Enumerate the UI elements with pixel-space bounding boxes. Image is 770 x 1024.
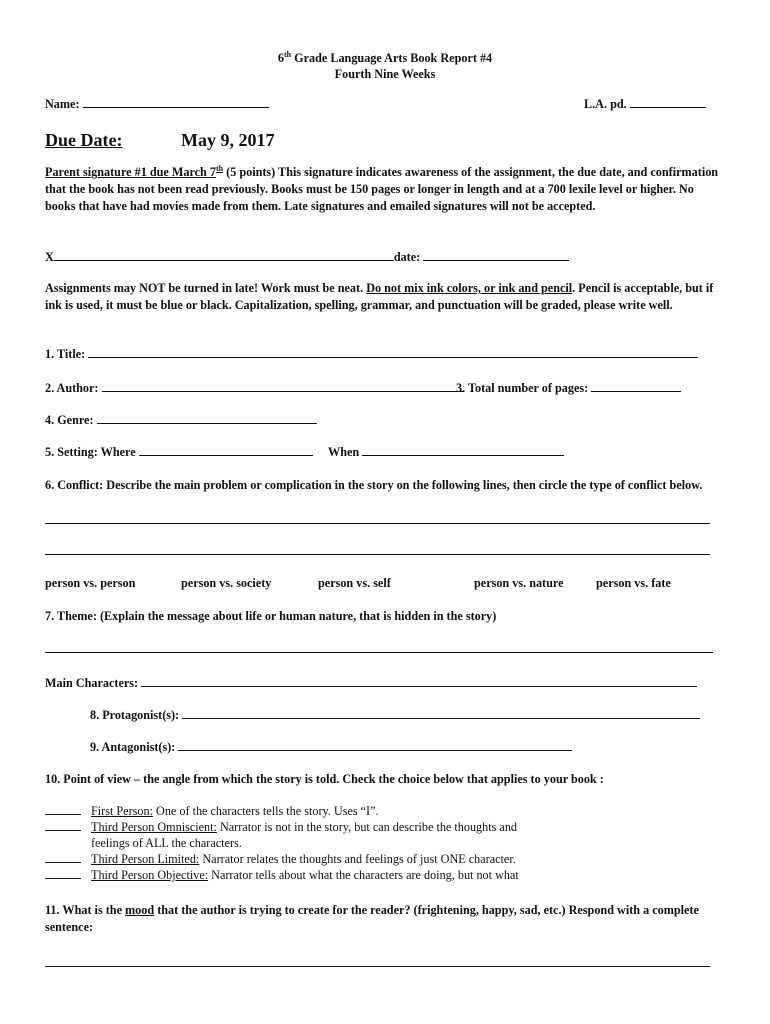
main-characters-blank[interactable]: [141, 675, 697, 687]
point-of-view-prompt: 10. Point of view – the angle from which the story is told. Check the choice below that applies to your book :: [45, 772, 604, 786]
pov-third-person-omniscient[interactable]: Third Person Omniscient: Narrator is not in the story, but can describe the thoughts and: [45, 819, 517, 835]
pov-third-person-omniscient-cont: feelings of ALL the characters.: [91, 836, 242, 850]
pov-checkbox-blank[interactable]: [45, 803, 81, 815]
theme-line[interactable]: [45, 652, 713, 653]
pov-third-person-objective[interactable]: Third Person Objective: Narrator tells about what the characters are doing, but not what: [45, 867, 519, 883]
conflict-line-2[interactable]: [45, 554, 710, 555]
setting-when-blank[interactable]: [362, 444, 564, 456]
pov-first-person[interactable]: First Person: One of the characters tells the story. Uses “I”.: [45, 803, 379, 819]
la-period-field[interactable]: L.A. pd.: [584, 96, 706, 112]
report-subtitle: Fourth Nine Weeks: [334, 67, 436, 81]
conflict-person-vs-self[interactable]: person vs. self: [318, 576, 391, 590]
pov-checkbox-blank[interactable]: [45, 819, 81, 831]
conflict-person-vs-society[interactable]: person vs. society: [181, 576, 272, 590]
setting-where-blank[interactable]: [139, 444, 313, 456]
genre-field[interactable]: 4. Genre:: [45, 412, 317, 428]
antagonist-blank[interactable]: [178, 739, 572, 751]
pov-checkbox-blank[interactable]: [45, 851, 81, 863]
pov-third-person-limited[interactable]: Third Person Limited: Narrator relates the thoughts and feelings of just ONE character.: [45, 851, 516, 867]
conflict-person-vs-fate[interactable]: person vs. fate: [596, 576, 671, 590]
conflict-person-vs-person[interactable]: person vs. person: [45, 576, 136, 590]
report-title: 6th Grade Language Arts Book Report #4: [277, 50, 493, 65]
title-field[interactable]: 1. Title:: [45, 346, 698, 362]
la-period-blank[interactable]: [630, 96, 706, 108]
author-blank[interactable]: [102, 380, 464, 392]
setting-when-field[interactable]: When: [328, 444, 564, 460]
antagonist-field[interactable]: 9. Antagonist(s):: [90, 739, 572, 755]
conflict-prompt: 6. Conflict: Describe the main problem or complication in the story on the following lines, then circle the type of conflict below.: [45, 478, 703, 492]
signature-blank[interactable]: [54, 249, 394, 261]
pages-blank[interactable]: [591, 380, 681, 392]
mood-line[interactable]: [45, 966, 710, 967]
name-field[interactable]: Name:: [45, 96, 269, 112]
date-blank[interactable]: [423, 249, 569, 261]
genre-blank[interactable]: [97, 412, 317, 424]
setting-where-field[interactable]: 5. Setting: Where: [45, 444, 313, 460]
parent-signature-line[interactable]: X date:: [45, 249, 569, 265]
due-date-label: Due Date:: [45, 130, 123, 150]
protagonist-field[interactable]: 8. Protagonist(s):: [90, 707, 700, 723]
name-blank[interactable]: [83, 96, 269, 108]
main-characters-field[interactable]: Main Characters:: [45, 675, 697, 691]
pages-field[interactable]: 3. Total number of pages:: [456, 380, 681, 396]
author-field[interactable]: 2. Author:: [45, 380, 464, 396]
theme-prompt: 7. Theme: (Explain the message about life or human nature, that is hidden in the story): [45, 609, 497, 623]
protagonist-blank[interactable]: [182, 707, 700, 719]
pov-checkbox-blank[interactable]: [45, 867, 81, 879]
parent-signature-instructions: Parent signature #1 due March 7th (5 points) This signature indicates awareness of the assignment, the due date, and confirmation that the book has not been read previously. Books must be 150 pages or longer in length and at a 700 lexile level or higher. No books that have had movies made from them. Late signatures and emailed signatures will not be accepted.: [45, 164, 719, 213]
due-date-value: May 9, 2017: [181, 130, 275, 150]
conflict-person-vs-nature[interactable]: person vs. nature: [474, 576, 564, 590]
title-blank[interactable]: [88, 346, 698, 358]
conflict-line-1[interactable]: [45, 523, 710, 524]
assignment-rules: Assignments may NOT be turned in late! Work must be neat. Do not mix ink colors, or ink and pencil. Pencil is acceptable, but if ink is used, it must be blue or black. Capitalization, spelling, grammar, and punctuation will be graded, please write well.: [45, 281, 714, 312]
mood-prompt: 11. What is the mood that the author is trying to create for the reader? (frightening, happy, sad, etc.) Respond with a complete sentence:: [45, 903, 699, 934]
